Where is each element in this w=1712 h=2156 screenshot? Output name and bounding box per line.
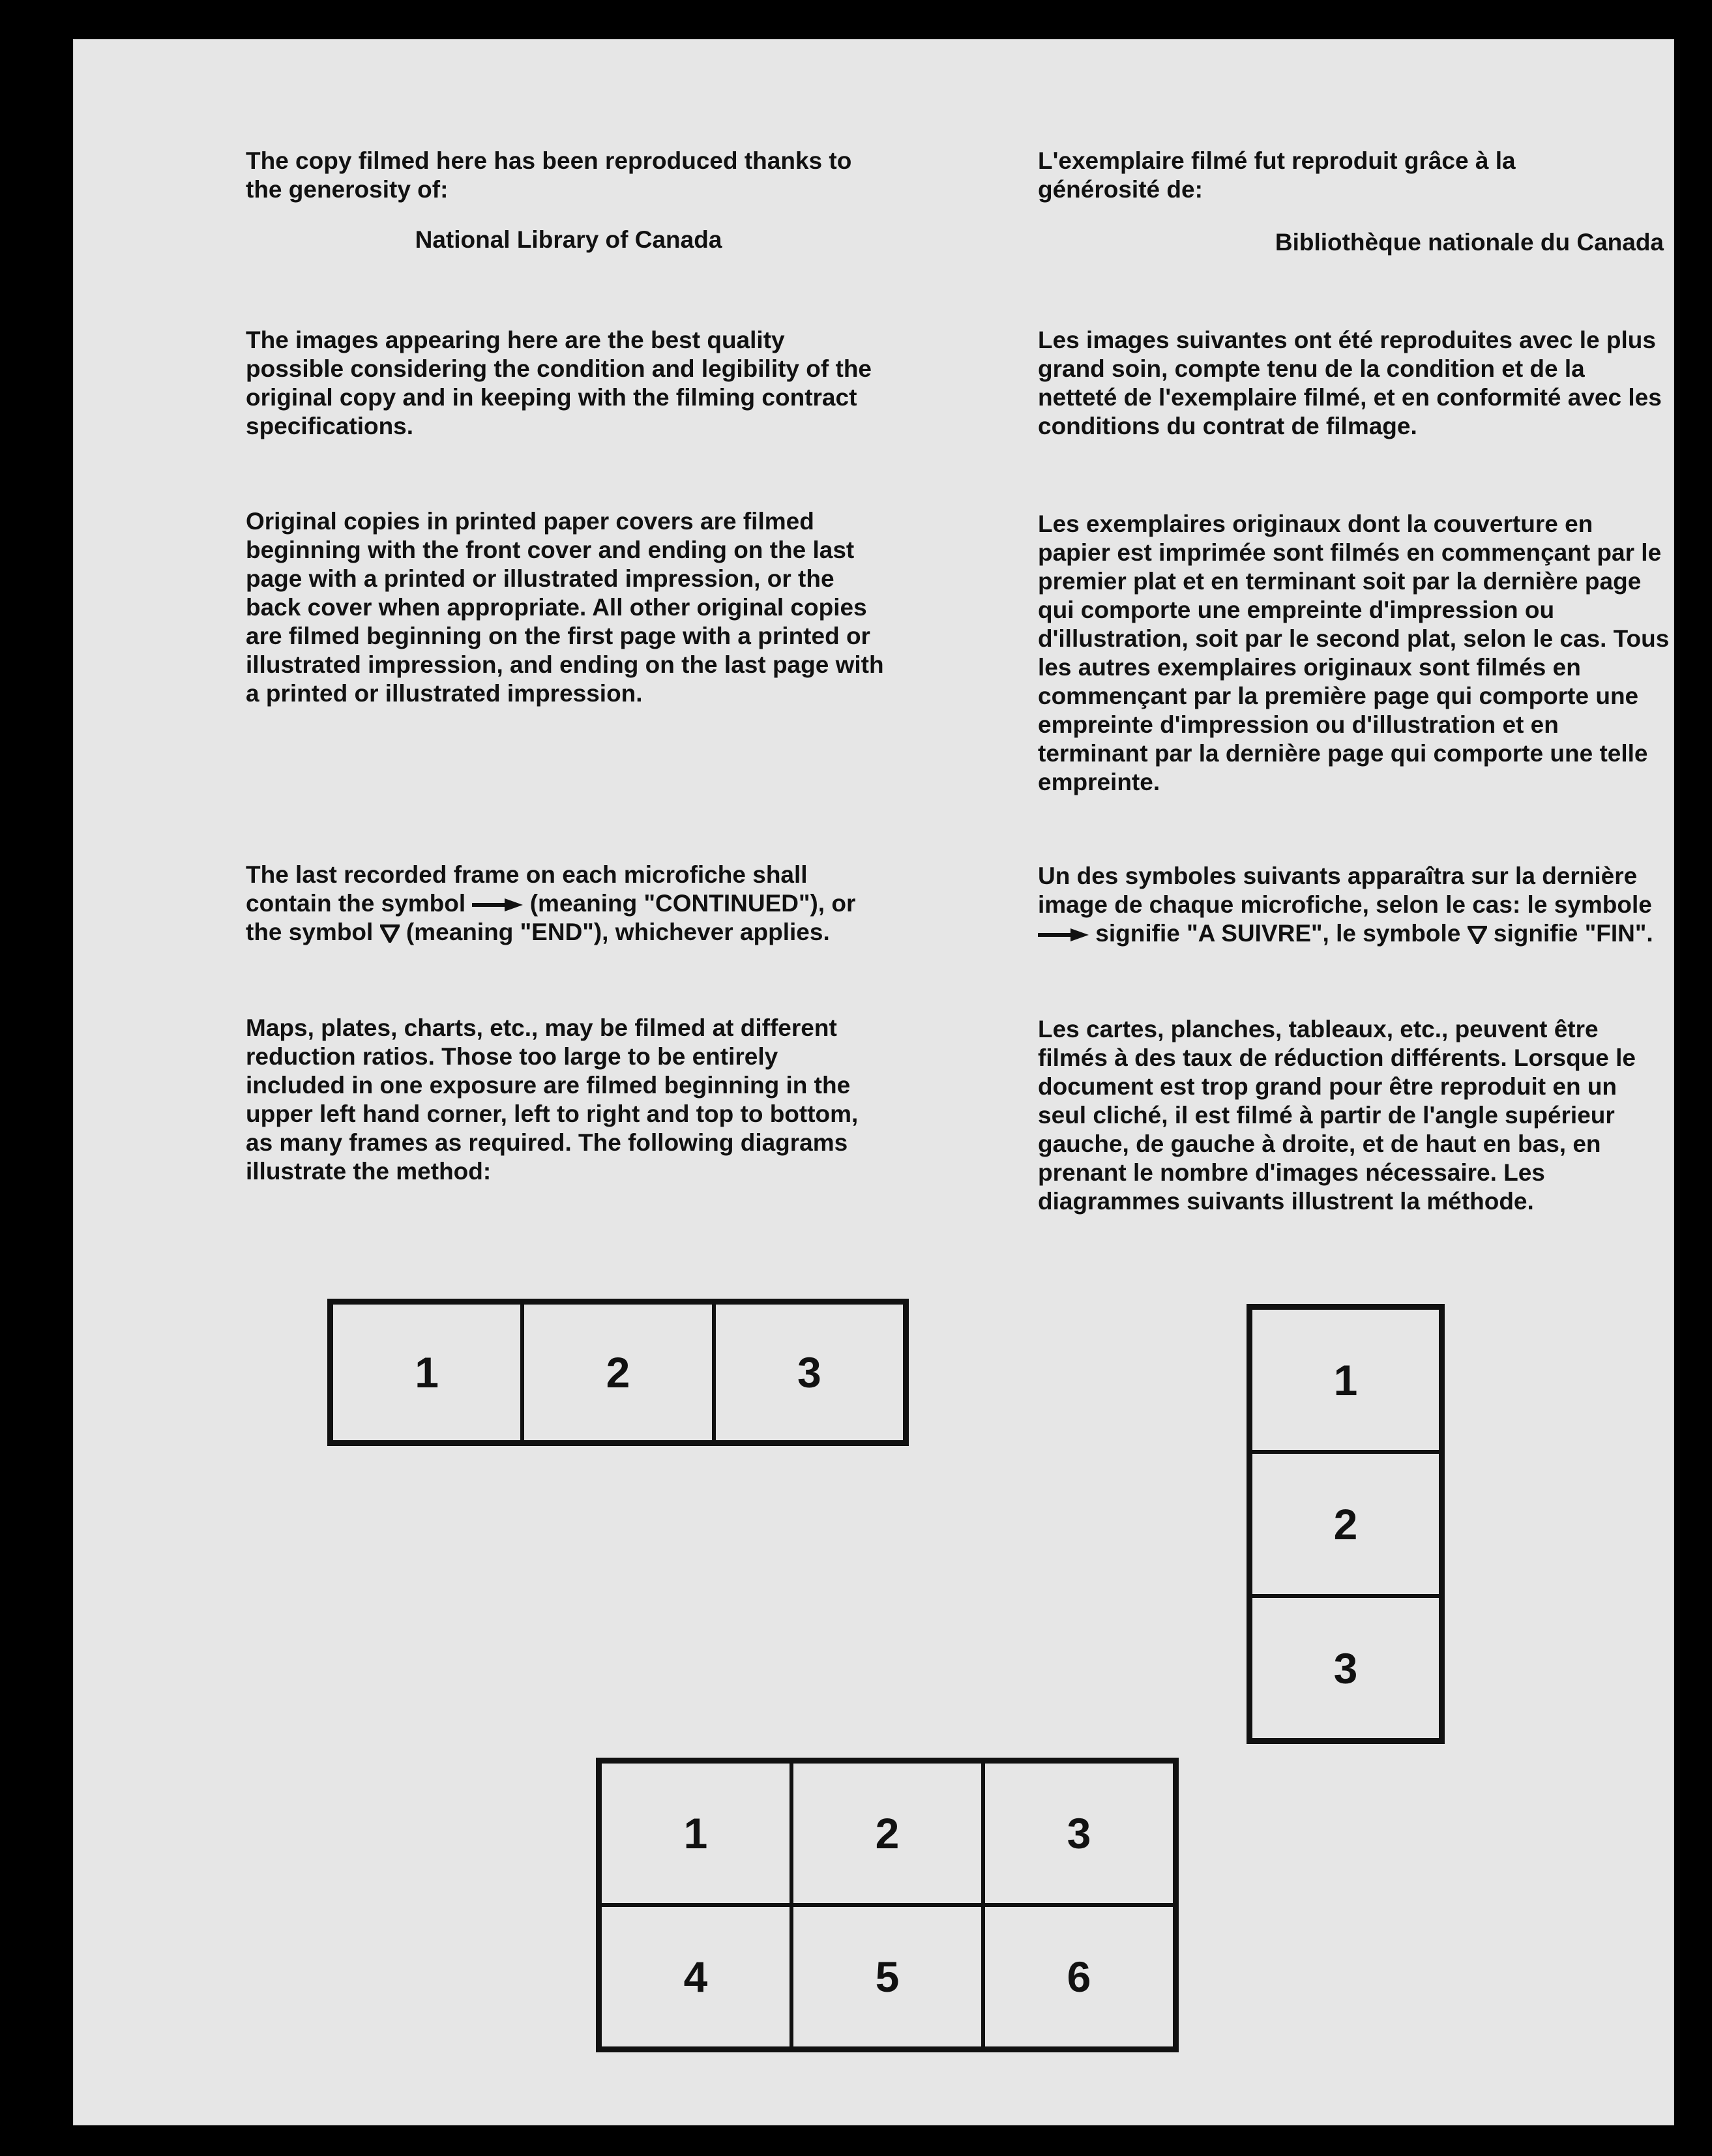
french-symbols-paragraph bbox=[1038, 862, 1664, 948]
diagram-frame: 2 bbox=[791, 1762, 983, 1905]
continued-arrow-icon bbox=[472, 898, 523, 911]
french-symbols-text-c: signifie "FIN". bbox=[1493, 920, 1653, 947]
french-intro: L'exemplaire filmé fut reproduit grâce à la générosité de: bbox=[1038, 147, 1516, 203]
english-symbols-text-c: (meaning "END"), whichever applies. bbox=[406, 919, 830, 945]
diagram-frame: 1 bbox=[1250, 1308, 1441, 1452]
diagram-frame: 3 bbox=[714, 1303, 905, 1442]
diagram-frame: 5 bbox=[791, 1905, 983, 2048]
diagram-frame: 3 bbox=[983, 1762, 1175, 1905]
diagram-frame: 1 bbox=[331, 1303, 522, 1442]
diagram-frame: 6 bbox=[983, 1905, 1175, 2048]
french-quality-paragraph: Les images suivantes ont été reproduites avec le plus grand soin, compte tenu de la condition et de la netteté de l'exemplaire filmé, et en conformité avec les conditions du contrat de filmage. bbox=[1038, 327, 1662, 439]
grid-frame-diagram bbox=[596, 1758, 1179, 2052]
english-quality-paragraph: The images appearing here are the best quality possible considering the condition and legibility of the original copy and in keeping with the filming contract specifications. bbox=[246, 327, 872, 439]
vertical-frame-diagram bbox=[1247, 1304, 1445, 1744]
english-intro: The copy filmed here has been reproduced thanks to the generosity of: bbox=[246, 147, 852, 203]
diagram-frame: 3 bbox=[1250, 1596, 1441, 1740]
english-maps-paragraph: Maps, plates, charts, etc., may be filmed at different reduction ratios. Those too large to be entirely included in one exposure are filmed beginning in the upper left hand corner, left to right and top to bottom, as many frames as required. The following diagrams illustrate the method: bbox=[246, 1014, 859, 1185]
french-symbols-text-b: signifie "A SUIVRE", le symbole bbox=[1095, 920, 1461, 947]
french-symbols-text-a: Un des symboles suivants apparaîtra sur la dernière image de chaque microfiche, selon le cas: le symbole bbox=[1038, 863, 1652, 918]
english-originals-paragraph: Original copies in printed paper covers are filmed beginning with the front cover and ending on the last page with a printed or illustrated impression, or the back cover when appropriate. All other original copies are filmed beginning on the first page with a printed or illustrated impression, and ending on the last page with a printed or illustrated impression. bbox=[246, 508, 884, 707]
english-institution: National Library of Canada bbox=[415, 226, 722, 253]
end-triangle-icon bbox=[380, 924, 400, 943]
suivre-arrow-icon bbox=[1038, 928, 1089, 941]
diagram-frame: 4 bbox=[600, 1905, 791, 2048]
french-originals-paragraph: Les exemplaires originaux dont la couverture en papier est imprimée sont filmés en commençant par le premier plat et en terminant soit par la dernière page qui comporte une empreinte d'impression ou d'illustration, soit par le second plat, selon le cas. Tous les autres exemplaires originaux sont filmés en commençant par la première page qui comporte une empreinte d'impression ou d'illustration et en terminant par la dernière page qui comporte une telle empreinte. bbox=[1038, 510, 1670, 795]
english-symbols-text-b: (meaning "CONTINUED"), or the symbol bbox=[246, 890, 856, 945]
diagram-frame: 2 bbox=[522, 1303, 713, 1442]
horizontal-frame-diagram bbox=[327, 1299, 909, 1446]
french-institution: Bibliothèque nationale du Canada bbox=[1275, 229, 1664, 256]
diagram-frame: 1 bbox=[600, 1762, 791, 1905]
english-symbols-text-a: The last recorded frame on each microfiche shall contain the symbol bbox=[246, 861, 808, 917]
english-symbols-paragraph bbox=[246, 861, 872, 947]
fin-triangle-icon bbox=[1468, 926, 1487, 944]
diagram-frame: 2 bbox=[1250, 1452, 1441, 1596]
french-maps-paragraph: Les cartes, planches, tableaux, etc., peuvent être filmés à des taux de réduction différents. Lorsque le document est trop grand pour être reproduit en un seul cliché, il est filmé à partir de l'angle supérieur gauche, de gauche à droite, et de haut en bas, en prenant le nombre d'images nécessaire. Les diagrammes suivants illustrent la méthode. bbox=[1038, 1016, 1636, 1215]
document-page bbox=[73, 39, 1674, 2125]
